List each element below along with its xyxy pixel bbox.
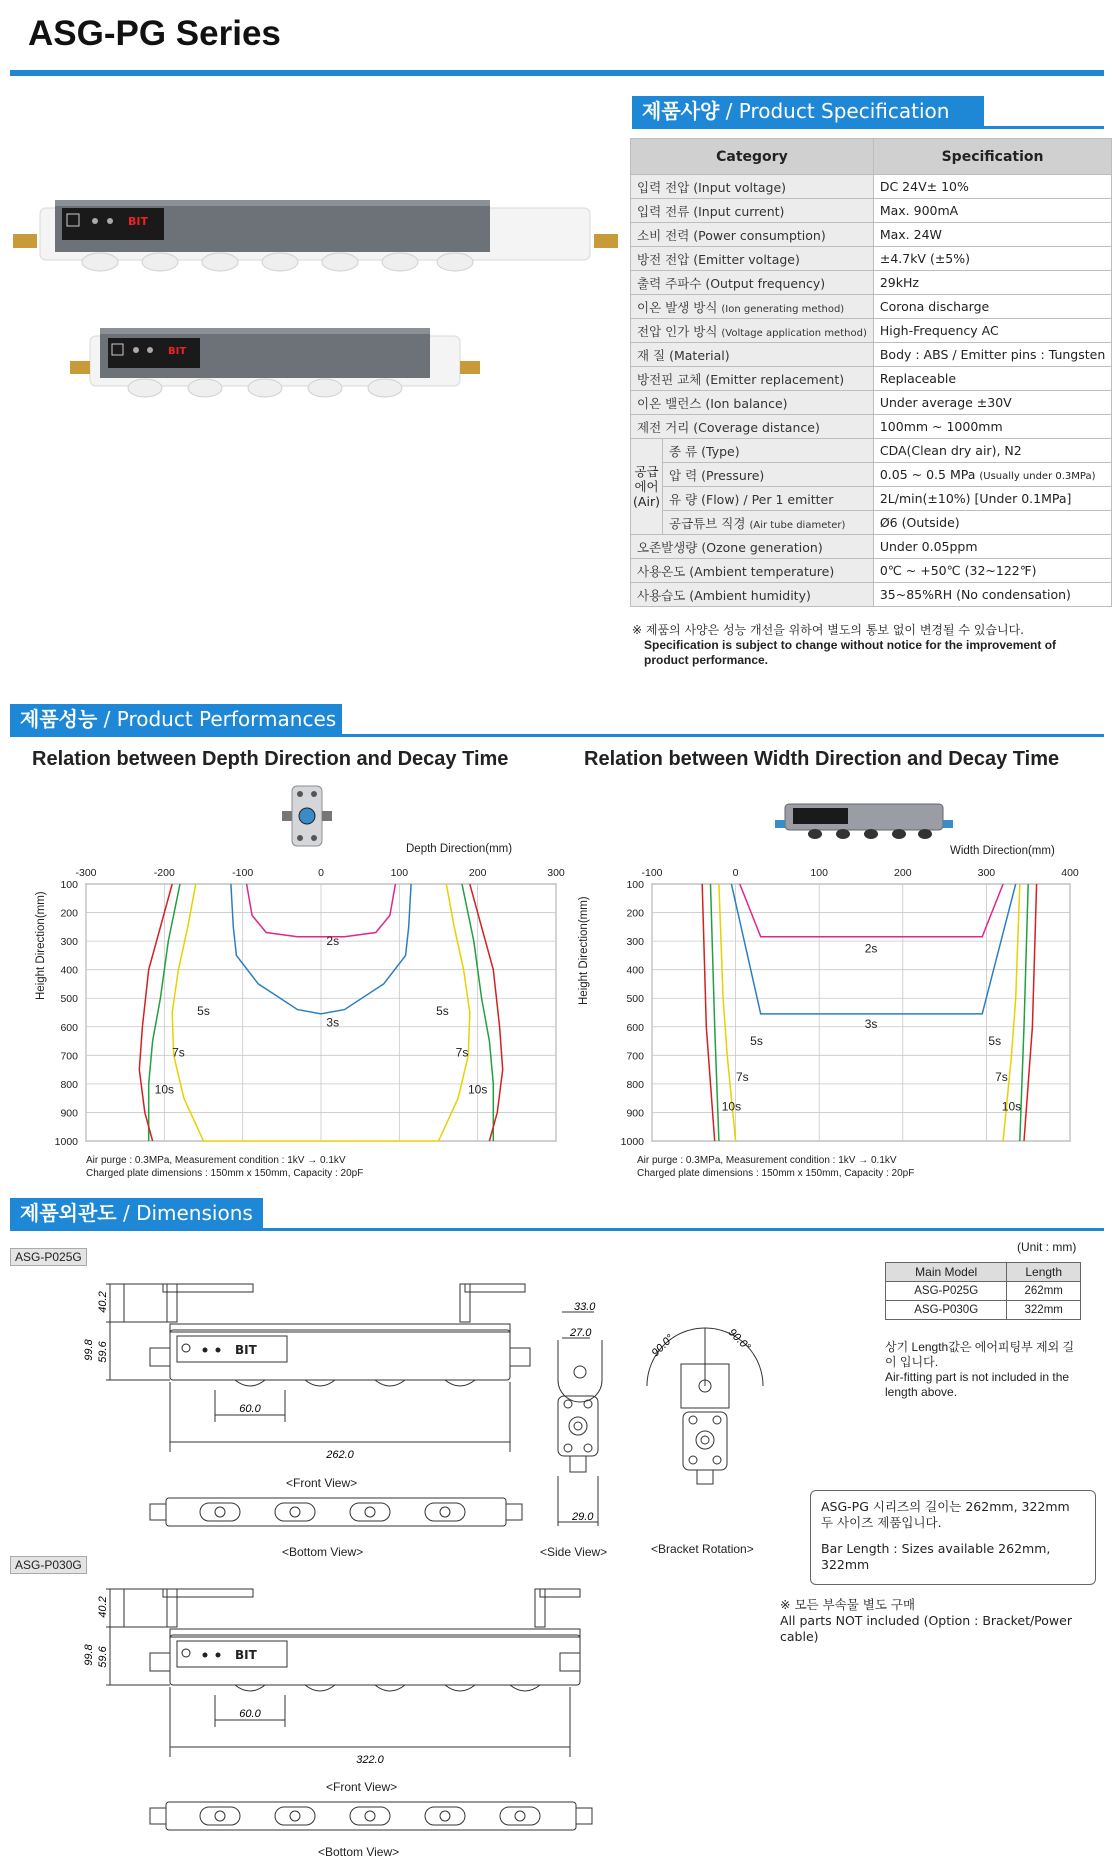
- chart2-note: [637, 1154, 914, 1180]
- row-cat: 오존발생량 (Ozone generation): [631, 535, 874, 559]
- y-tick-label: 400: [626, 964, 644, 977]
- chart1-note: [86, 1154, 363, 1180]
- x-tick-label: 400: [1061, 867, 1079, 879]
- x-tick-label: 100: [810, 867, 828, 879]
- y-tick-label: 400: [60, 964, 78, 977]
- depth-product-icon: [278, 786, 336, 848]
- table-row: [631, 367, 1112, 391]
- bracket-rotation: [635, 1320, 775, 1490]
- cell-length: 322mm: [1007, 1301, 1081, 1320]
- row-val: Corona discharge: [873, 295, 1111, 319]
- x-tick-label: 200: [894, 867, 912, 879]
- curve-label: 5s: [750, 1034, 763, 1049]
- dim-total-b: 99.8: [83, 1644, 95, 1666]
- dim-pitch-b: 60.0: [239, 1708, 261, 1720]
- y-tick-label: 100: [60, 879, 78, 891]
- table-row: [886, 1282, 1081, 1301]
- row-val: Max. 24W: [873, 223, 1111, 247]
- length-note: [885, 1340, 1085, 1400]
- table-row: [631, 223, 1112, 247]
- cell-model: ASG-P030G: [886, 1301, 1007, 1320]
- y-tick-label: 800: [626, 1078, 644, 1091]
- row-val: 29kHz: [873, 271, 1111, 295]
- x-tick-label: -100: [232, 867, 254, 879]
- dim-len-b: 322.0: [356, 1754, 384, 1766]
- chart1-ylabel: Height Direction(mm): [35, 891, 47, 1000]
- cell-model: ASG-P025G: [886, 1282, 1007, 1301]
- row-cat: 사용온도 (Ambient temperature): [631, 559, 874, 583]
- parts-ko: ※ 모든 부속물 별도 구매: [780, 1597, 916, 1612]
- row-val: 100mm ~ 1000mm: [873, 415, 1111, 439]
- row-val: Replaceable: [873, 367, 1111, 391]
- dim-bracket-b: 40.2: [97, 1596, 109, 1618]
- y-tick-label: 600: [626, 1021, 644, 1034]
- perf-heading-en: / Product Performances: [103, 707, 337, 731]
- row-cat: 이온 발생 방식 (Ion generating method): [631, 295, 874, 319]
- row-cat: 종 류 (Type): [663, 439, 874, 463]
- model-b-label: ASG-P030G: [10, 1556, 87, 1574]
- x-tick-label: -300: [75, 867, 97, 879]
- curve-label: 7s: [735, 1069, 749, 1084]
- row-cat: 전압 인가 방식 (Voltage application method): [631, 319, 874, 343]
- x-tick-label: 300: [977, 867, 996, 879]
- y-tick-label: 700: [60, 1050, 78, 1063]
- row-val: Max. 900mA: [873, 199, 1111, 223]
- row-val: 0.05 ~ 0.5 MPa (Usually under 0.3MPa): [873, 463, 1111, 487]
- y-tick-label: 900: [60, 1107, 78, 1120]
- table-row: [631, 295, 1112, 319]
- row-cat: 출력 주파수 (Output frequency): [631, 271, 874, 295]
- table-row: [631, 583, 1112, 607]
- row-val: 35~85%RH (No condensation): [873, 583, 1111, 607]
- dim-side-mid: 27.0: [570, 1327, 592, 1339]
- product-photo-large: [13, 200, 618, 271]
- row-cat: 입력 전압 (Input voltage): [631, 175, 874, 199]
- curve-label: 5s: [197, 1004, 210, 1019]
- bottom-view-b: [150, 1798, 600, 1836]
- col-category: Category: [631, 139, 874, 175]
- curve-label: 7s: [172, 1045, 185, 1060]
- curve-label: 10s: [1001, 1099, 1022, 1114]
- table-row: [631, 463, 1112, 487]
- row-val: 0℃ ~ +50℃ (32~122℉): [873, 559, 1111, 583]
- perf-heading: [10, 704, 342, 734]
- logo-small: BIT: [168, 346, 187, 357]
- row-val: Body : ABS / Emitter pins : Tungsten: [873, 343, 1111, 367]
- dim-side-top: 33.0: [574, 1301, 596, 1313]
- table-row: [631, 415, 1112, 439]
- curve-label: 5s: [436, 1004, 449, 1019]
- side-view-label: <Side View>: [540, 1545, 608, 1559]
- dim-total-a: 99.8: [83, 1339, 95, 1361]
- curve-label: 10s: [467, 1082, 488, 1097]
- row-cat: 공급튜브 직경 (Air tube diameter): [663, 511, 874, 535]
- y-tick-label: 600: [60, 1021, 78, 1034]
- curve-label: 3s: [326, 1015, 340, 1030]
- model-a-label: ASG-P025G: [10, 1248, 87, 1266]
- page-title: ASG-PG Series: [28, 14, 281, 53]
- x-tick-label: 0: [732, 867, 739, 879]
- curve-label: 7s: [995, 1069, 1008, 1084]
- chart2-note-1: Air purge : 0.3MPa, Measurement condition : 1kV → 0.1kV: [637, 1155, 897, 1166]
- row-cat: 방전핀 교체 (Emitter replacement): [631, 367, 874, 391]
- row-cat: 유 량 (Flow) / Per 1 emitter: [663, 487, 874, 511]
- spec-note: [632, 623, 1102, 668]
- row-val: 2L/min(±10%) [Under 0.1MPa]: [873, 487, 1111, 511]
- spec-note-en: Specification is subject to change without notice for the improvement of product performance.: [644, 638, 1057, 667]
- spec-table: [630, 138, 1112, 607]
- unit-label: (Unit : mm): [1017, 1240, 1077, 1254]
- perf-heading-rule: [10, 734, 1104, 737]
- row-val: DC 24V± 10%: [873, 175, 1111, 199]
- table-row: [631, 487, 1112, 511]
- row-cat: 사용습도 (Ambient humidity): [631, 583, 874, 607]
- y-tick-label: 700: [626, 1050, 644, 1063]
- th-length: Length: [1007, 1263, 1081, 1282]
- table-row: [631, 535, 1112, 559]
- row-val: Ø6 (Outside): [873, 511, 1111, 535]
- chart1-note-2: Charged plate dimensions : 150mm x 150mm, Capacity : 20pF: [86, 1168, 364, 1179]
- table-row: [631, 559, 1112, 583]
- spec-heading-ko: 제품사양: [642, 99, 720, 123]
- y-tick-label: 900: [626, 1107, 644, 1120]
- table-row: [631, 175, 1112, 199]
- x-tick-label: 0: [318, 867, 324, 879]
- chart2-xlabel: Width Direction(mm): [950, 845, 1055, 857]
- curve-label: 2s: [864, 941, 878, 956]
- y-tick-label: 300: [626, 936, 644, 949]
- spec-heading-rule: [632, 126, 1104, 129]
- dim-len-a: 262.0: [326, 1449, 354, 1461]
- row-cat: 방전 전압 (Emitter voltage): [631, 247, 874, 271]
- curve-label: 7s: [455, 1045, 469, 1060]
- row-cat: 소비 전력 (Power consumption): [631, 223, 874, 247]
- parts-note: [780, 1597, 1110, 1645]
- chart1-title: Relation between Depth Direction and Decay Time: [32, 748, 509, 770]
- bracket-rotation-label: <Bracket Rotation>: [651, 1542, 754, 1556]
- x-tick-label: -100: [641, 867, 663, 879]
- bottom-view-a: [150, 1494, 530, 1532]
- dims-heading: [10, 1198, 263, 1228]
- table-row: [631, 391, 1112, 415]
- sizes-en: Bar Length : Sizes available 262mm, 322mm: [821, 1541, 1051, 1572]
- front-view-a-label: <Front View>: [286, 1476, 358, 1490]
- table-row: [631, 511, 1112, 535]
- curve-label: 2s: [326, 934, 340, 949]
- spec-heading: [632, 96, 984, 126]
- table-row: [631, 199, 1112, 223]
- sizes-ko: ASG-PG 시리즈의 길이는 262mm, 322mm 두 사이즈 제품입니다.: [821, 1499, 1070, 1530]
- front-view-a: [70, 1280, 520, 1480]
- y-tick-label: 100: [626, 879, 644, 891]
- angle-left: 90.0°: [649, 1332, 677, 1360]
- x-tick-label: -200: [153, 867, 175, 879]
- spec-note-ko: ※ 제품의 사양은 성능 개선을 위하여 별도의 통보 없이 변경될 수 있습니다.: [632, 623, 1024, 637]
- row-val: Under average ±30V: [873, 391, 1111, 415]
- chart2-ylabel: Height Direction(mm): [578, 896, 590, 1005]
- row-val: High-Frequency AC: [873, 319, 1111, 343]
- dim-pitch-a: 60.0: [239, 1403, 261, 1415]
- y-tick-label: 500: [60, 993, 78, 1006]
- title-rule: [10, 70, 1104, 76]
- chart1-xlabel: Depth Direction(mm): [406, 843, 513, 855]
- perf-heading-ko: 제품성능: [20, 707, 98, 731]
- row-val: ±4.7kV (±5%): [873, 247, 1111, 271]
- th-model: Main Model: [886, 1263, 1007, 1282]
- row-cat: 재 질 (Material): [631, 343, 874, 367]
- chart2-note-2: Charged plate dimensions : 150mm x 150mm, Capacity : 20pF: [637, 1168, 915, 1179]
- x-tick-label: 300: [547, 867, 565, 879]
- table-row: [631, 439, 1112, 463]
- col-spec: Specification: [873, 139, 1111, 175]
- front-view-b: [70, 1585, 590, 1785]
- curve-label: 3s: [864, 1016, 878, 1031]
- table-row: [886, 1301, 1081, 1320]
- y-tick-label: 800: [60, 1078, 78, 1091]
- y-tick-label: 1000: [54, 1136, 78, 1148]
- sizes-box: [810, 1490, 1096, 1585]
- dim-body-b: 59.6: [97, 1646, 109, 1668]
- y-tick-label: 200: [60, 907, 78, 920]
- bottom-view-b-label: <Bottom View>: [318, 1845, 400, 1859]
- row-val: Under 0.05ppm: [873, 535, 1111, 559]
- spec-heading-en: / Product Specification: [725, 99, 950, 123]
- curve-label: 5s: [988, 1034, 1002, 1049]
- dim-side-bottom: 29.0: [572, 1511, 594, 1523]
- length-note-ko: 상기 Length값은 에어피팅부 제외 길이 입니다.: [885, 1340, 1075, 1369]
- front-b-logo: BIT: [235, 1648, 257, 1662]
- table-row: [631, 247, 1112, 271]
- y-tick-label: 300: [60, 936, 78, 949]
- y-tick-label: 1000: [620, 1136, 644, 1148]
- table-row: [631, 271, 1112, 295]
- table-row: [631, 343, 1112, 367]
- dims-heading-en: / Dimensions: [122, 1201, 253, 1225]
- chart1-note-1: Air purge : 0.3MPa, Measurement condition : 1kV → 0.1kV: [86, 1155, 346, 1166]
- row-cat: 압 력 (Pressure): [663, 463, 874, 487]
- chart2-svg: [610, 860, 1094, 1148]
- length-table: [885, 1262, 1081, 1320]
- x-tick-label: 100: [390, 867, 409, 879]
- product-photo-small: [70, 328, 480, 397]
- width-product-icon: [775, 800, 955, 844]
- front-a-logo: BIT: [235, 1343, 257, 1357]
- row-cat: 입력 전류 (Input current): [631, 199, 874, 223]
- x-tick-label: 200: [468, 867, 487, 879]
- logo-large: BIT: [128, 215, 148, 228]
- dim-body-a: 59.6: [97, 1341, 109, 1363]
- y-tick-label: 500: [626, 993, 644, 1006]
- cell-length: 262mm: [1007, 1282, 1081, 1301]
- front-view-b-label: <Front View>: [326, 1780, 398, 1794]
- angle-right: 90.0°: [725, 1326, 753, 1354]
- dims-heading-rule: [10, 1228, 1104, 1231]
- table-row: [631, 319, 1112, 343]
- curve-label: 10s: [721, 1099, 742, 1114]
- bottom-view-a-label: <Bottom View>: [282, 1545, 364, 1559]
- parts-en: All parts NOT included (Option : Bracket/Power cable): [780, 1613, 1072, 1644]
- row-cat: 제전 거리 (Coverage distance): [631, 415, 874, 439]
- curve-label: 10s: [154, 1082, 175, 1097]
- chart2-title: Relation between Width Direction and Decay Time: [584, 748, 1060, 770]
- dims-heading-ko: 제품외관도: [20, 1201, 117, 1225]
- chart1-svg: [40, 858, 565, 1148]
- air-group-label: 공급 에어 (Air): [631, 439, 663, 535]
- row-cat: 이온 밸런스 (Ion balance): [631, 391, 874, 415]
- product-photos: [10, 200, 610, 440]
- dim-bracket-a: 40.2: [97, 1291, 109, 1313]
- side-view: [540, 1300, 630, 1540]
- length-note-en: Air-fitting part is not included in the length above.: [885, 1370, 1070, 1399]
- y-tick-label: 200: [626, 907, 644, 920]
- row-val: CDA(Clean dry air), N2: [873, 439, 1111, 463]
